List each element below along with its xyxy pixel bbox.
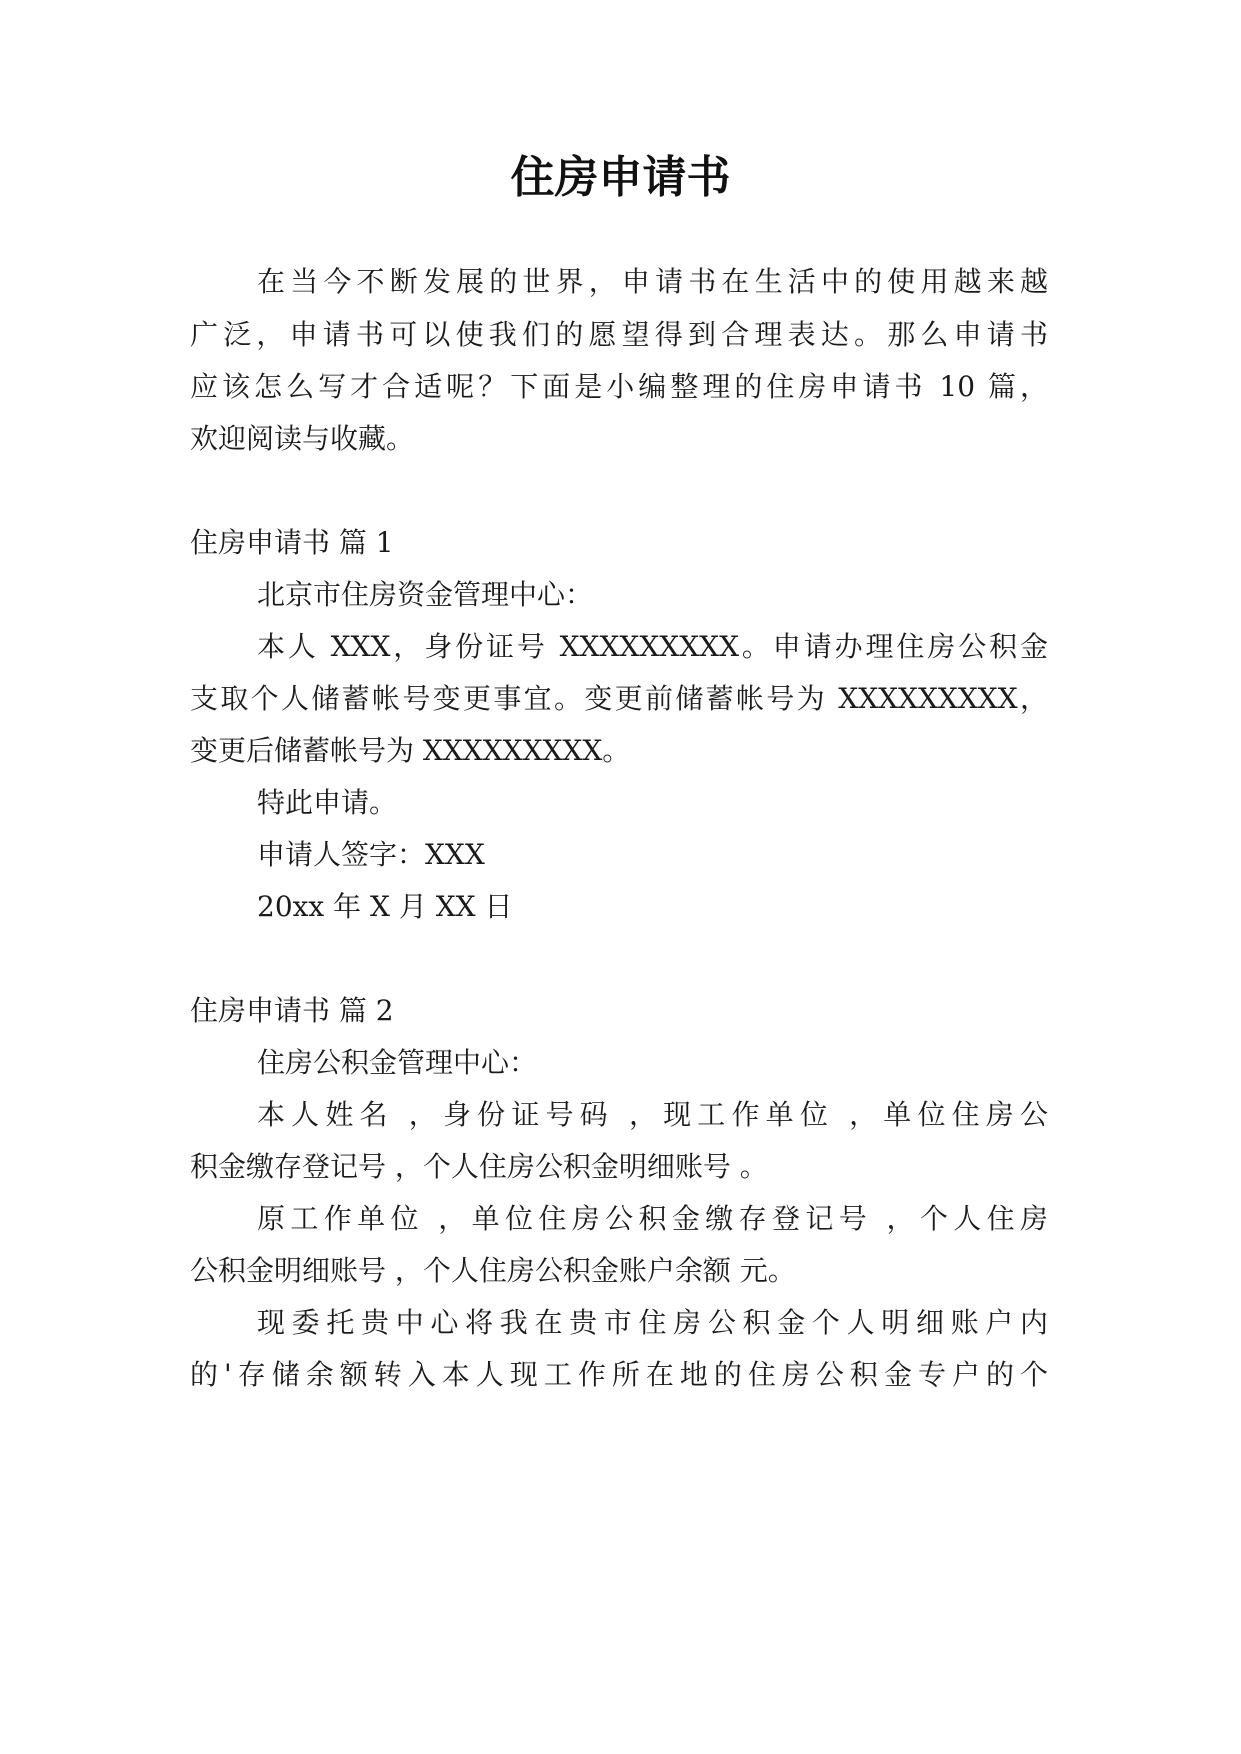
- section2-heading: 住房申请书 篇 2: [190, 994, 394, 1027]
- intro-line-1: 在当今不断发展的世界，申请书在生活中的使用越来越: [257, 265, 1048, 298]
- section2-para1-line-2: 积金缴存登记号 ，个人住房公积金明细账号 。: [190, 1150, 768, 1183]
- section1-body-line-3: 变更后储蓄帐号为 XXXXXXXXX。: [190, 734, 631, 767]
- document-title: 住房申请书: [510, 152, 731, 203]
- section1-signature: 申请人签字：XXX: [257, 838, 485, 871]
- section1-closing: 特此申请。: [257, 786, 398, 819]
- section1-body-line-2: 支取个人储蓄帐号变更事宜。变更前储蓄帐号为 XXXXXXXXX，: [190, 682, 1048, 715]
- section2-para3-line-1: 现委托贵中心将我在贵市住房公积金个人明细账户内: [257, 1306, 1048, 1339]
- section1-addressee: 北京市住房资金管理中心：: [257, 578, 594, 611]
- intro-line-2: 广泛，申请书可以使我们的愿望得到合理表达。那么申请书: [190, 318, 1048, 351]
- section1-heading: 住房申请书 篇 1: [190, 526, 394, 559]
- section2-addressee: 住房公积金管理中心：: [257, 1046, 538, 1079]
- section2-para2-line-1: 原工作单位 ，单位住房公积金缴存登记号 ，个人住房: [257, 1202, 1048, 1235]
- intro-line-4: 欢迎阅读与收藏。: [190, 422, 415, 455]
- section1-date: 20xx 年 X 月 XX 日: [257, 890, 513, 923]
- section2-para2-line-2: 公积金明细账号 ，个人住房公积金账户余额 元。: [190, 1254, 796, 1287]
- section1-body-line-1: 本人 XXX，身份证号 XXXXXXXXX。申请办理住房公积金: [257, 630, 1048, 663]
- section2-para1-line-1: 本人姓名 ，身份证号码 ，现工作单位 ，单位住房公: [257, 1098, 1048, 1131]
- section2-para3-line-2: 的'存储余额转入本人现工作所在地的住房公积金专户的个: [190, 1358, 1048, 1391]
- intro-line-3: 应该怎么写才合适呢？下面是小编整理的住房申请书 10 篇，: [190, 370, 1048, 403]
